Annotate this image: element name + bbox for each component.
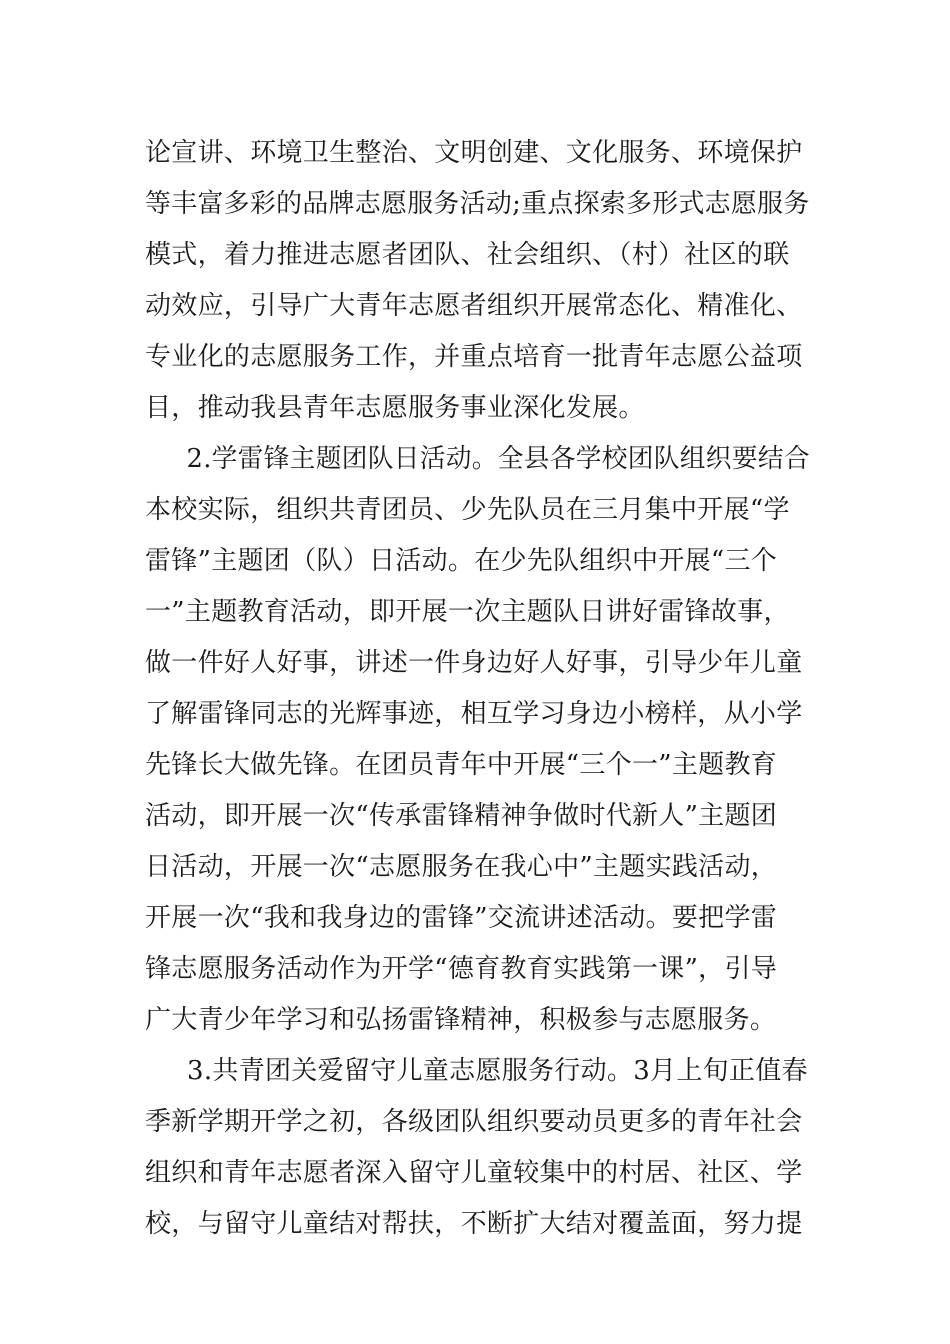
body-text (145, 128, 810, 1250)
text-line: 日活动，开展一次“志愿服务在我心中”主题实践活动， (145, 852, 778, 882)
text-line: 季新学期开学之初，各级团队组织要动员更多的青年社会 (145, 1107, 803, 1137)
text-line: 目，推动我县青年志愿服务事业深化发展。 (145, 393, 645, 423)
text-line: 本校实际，组织共青团员、少先队员在三月集中开展“学 (145, 495, 790, 525)
paragraph-first-line: 3.共青团关爱留守儿童志愿服务行动。3月上旬正值春 (187, 1056, 808, 1086)
text-line: 专业化的志愿服务工作，并重点培育一批青年志愿公益项 (145, 342, 803, 372)
text-line: 活动，即开展一次“传承雷锋精神争做时代新人”主题团 (145, 801, 778, 831)
text-line: 动效应，引导广大青年志愿者组织开展常态化、精准化、 (145, 291, 803, 321)
text-line: 先锋长大做先锋。在团员青年中开展“三个一”主题教育 (145, 750, 778, 780)
text-line: 雷锋”主题团（队）日活动。在少先队组织中开展“三个 (145, 546, 778, 576)
text-line: 做一件好人好事，讲述一件身边好人好事，引导少年儿童 (145, 648, 803, 678)
text-line: 等丰富多彩的品牌志愿服务活动;重点探索多形式志愿服务 (145, 189, 810, 219)
text-line: 校，与留守儿童结对帮扶，不断扩大结对覆盖面，努力提 (145, 1209, 803, 1239)
text-line: 组织和青年志愿者深入留守儿童较集中的村居、社区、学 (145, 1158, 803, 1188)
text-line: 了解雷锋同志的光辉事迹，相互学习身边小榜样，从小学 (145, 699, 803, 729)
text-line: 模式，着力推进志愿者团队、社会组织、（村）社区的联 (145, 240, 790, 270)
text-line: 开展一次“我和我身边的雷锋”交流讲述活动。要把学雷 (145, 903, 778, 933)
text-line: 一”主题教育活动，即开展一次主题队日讲好雷锋故事， (145, 597, 790, 627)
text-line: 锋志愿服务活动作为开学“德育教育实践第一课”，引导 (145, 954, 778, 984)
paragraph-first-line: 2.学雷锋主题团队日活动。全县各学校团队组织要结合 (186, 444, 810, 474)
text-line: 论宣讲、环境卫生整治、文明创建、文化服务、环境保护 (145, 138, 803, 168)
text-line: 广大青少年学习和弘扬雷锋精神，积极参与志愿服务。 (145, 1005, 777, 1035)
